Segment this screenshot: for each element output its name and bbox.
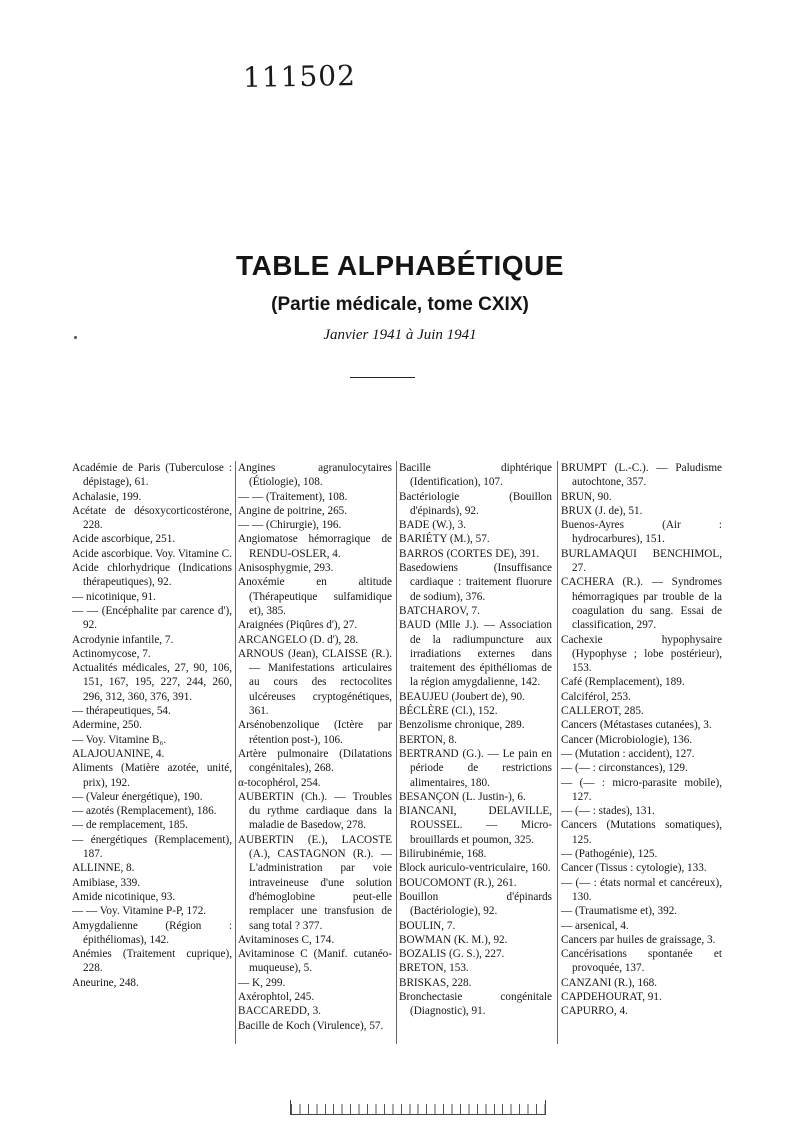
index-entry: BERTON, 8. bbox=[399, 733, 457, 746]
index-entry: — (Pathogénie), 125. bbox=[561, 848, 658, 861]
page-title: TABLE ALPHABÉTIQUE bbox=[236, 250, 564, 281]
column-divider bbox=[396, 461, 397, 1044]
index-entry: Araignées (Piqûres d'), 27. bbox=[238, 619, 358, 632]
index-entry: CAPURRO, 4. bbox=[561, 1005, 628, 1018]
index-entry: BRUN, 90. bbox=[561, 490, 612, 503]
index-entry: Académie de Paris (Tuberculose : dépistage), 61. bbox=[72, 462, 232, 489]
index-entry: Cancer (Microbiologie), 136. bbox=[561, 733, 693, 746]
index-entry: Bactériologie (Bouillon d'épinards), 92. bbox=[399, 490, 552, 517]
index-entry: CALLEROT, 285. bbox=[561, 705, 644, 718]
index-entry: BIANCANI, DELAVILLE, ROUSSEL. — Micro-brouillards et poumon, 325. bbox=[399, 805, 552, 846]
index-entry: Amygdalienne (Région : épithéliomas), 142. bbox=[72, 919, 232, 946]
index-entry: BRUMPT (L.-C.). — Paludisme autochtone, 357. bbox=[561, 462, 722, 489]
index-entry: BADE (W.), 3. bbox=[399, 519, 467, 532]
index-entry: — (Mutation : accident), 127. bbox=[561, 747, 695, 760]
page-subtitle: (Partie médicale, tome CXIX) bbox=[271, 294, 529, 315]
index-entry: Bacille diphtérique (Identification), 107. bbox=[399, 462, 552, 489]
index-entry: AUBERTIN (E.), LACOSTE (A.), CASTAGNON (R.). — L'administration par voie intraveineuse d'une solution d'hémoglobine peut-elle remplacer une transfusion de sang total ? 377. bbox=[238, 833, 392, 932]
index-entry: Calciférol, 253. bbox=[561, 690, 631, 703]
index-entry: Actualités médicales, 27, 90, 106, 151, 167, 195, 227, 244, 260, 296, 312, 360, 376, 391. bbox=[72, 662, 232, 703]
index-entry: ARCANGELO (D. d'), 28. bbox=[238, 633, 359, 646]
index-entry: Anoxémie en altitude (Thérapeutique sulfamidique et), 385. bbox=[238, 576, 392, 617]
index-entry: BRUX (J. de), 51. bbox=[561, 504, 643, 517]
index-entry: Angiomatose hémorragique de RENDU-OSLER, 4. bbox=[238, 533, 392, 560]
index-entry: CAPDEHOURAT, 91. bbox=[561, 990, 662, 1003]
index-entry: — énergétiques (Remplacement), 187. bbox=[72, 833, 232, 861]
index-entry: BARROS (CORTES DE), 391. bbox=[399, 547, 540, 560]
index-entry: Actinomycose, 7. bbox=[72, 647, 151, 660]
index-entry: Cachexie hypophysaire (Hypophyse ; lobe postérieur), 153. bbox=[561, 633, 722, 675]
index-entry: BAUD (Mlle J.). — Association de la radiumpuncture aux irradiations externes dans traitement des épithéliomas de la région amygdalienne, 142. bbox=[399, 619, 552, 689]
index-entry: Block auriculo-ventriculaire, 160. bbox=[399, 862, 551, 875]
index-entry: AUBERTIN (Ch.). — Troubles du rythme cardiaque dans la maladie de Basedow, 278. bbox=[238, 790, 392, 832]
index-entry: BATCHAROV, 7. bbox=[399, 604, 480, 617]
index-entry: Bilirubinémie, 168. bbox=[399, 848, 487, 861]
index-column-4 bbox=[561, 461, 722, 1046]
title-rule bbox=[350, 377, 415, 378]
index-entry: ALLINNE, 8. bbox=[72, 862, 135, 875]
index-entry: Aneurine, 248. bbox=[72, 976, 139, 989]
index-entry: BOUCOMONT (R.), 261. bbox=[399, 876, 517, 889]
index-entry: Cancers (Métastases cutanées), 3. bbox=[561, 719, 712, 732]
date-range: Janvier 1941 à Juin 1941 bbox=[323, 327, 477, 343]
index-entry: BURLAMAQUI BENCHIMOL, 27. bbox=[561, 547, 722, 575]
index-entry: — de remplacement, 185. bbox=[72, 819, 188, 832]
index-entry: — (— : micro-parasite mobile), 127. bbox=[561, 776, 722, 803]
index-entry: — nicotinique, 91. bbox=[72, 590, 156, 603]
index-entry: CACHERA (R.). — Syndromes hémorragiques par trouble de la coagulation du sang. Essai de classification, 297. bbox=[561, 576, 722, 632]
index-entry: — (— : états normal et cancéreux), 130. bbox=[561, 876, 722, 903]
index-entry: Cancers (Mutations somatiques), 125. bbox=[561, 819, 722, 846]
index-entry: BOZALIS (G. S.), 227. bbox=[399, 948, 505, 961]
index-entry: Acétate de désoxycorticostérone, 228. bbox=[72, 504, 232, 532]
index-entry: — thérapeutiques, 54. bbox=[72, 705, 171, 718]
index-entry: — azotés (Remplacement), 186. bbox=[72, 805, 217, 818]
index-entry: Angine de poitrine, 265. bbox=[238, 504, 348, 517]
index-entry: BRETON, 153. bbox=[399, 962, 469, 975]
index-entry: — (— : stades), 131. bbox=[561, 805, 655, 818]
index-entry: BEAUJEU (Joubert de), 90. bbox=[399, 690, 525, 703]
index-entry: ARNOUS (Jean), CLAISSE (R.). — Manifestations articulaires au cours des rectocolites ulcéreuses cryptogénétiques, 361. bbox=[238, 647, 392, 718]
index-entry: Artère pulmonaire (Dilatations congénitales), 268. bbox=[238, 747, 392, 775]
index-entry: Bacille de Koch (Virulence), 57. bbox=[238, 1019, 384, 1032]
index-entry: Aliments (Matière azotée, unité, prix), 192. bbox=[72, 762, 232, 789]
index-entry: — (— : circonstances), 129. bbox=[561, 762, 688, 775]
index-entry: Adermine, 250. bbox=[72, 719, 142, 732]
index-entry: Acide chlorhydrique (Indications thérapeutiques), 92. bbox=[72, 562, 232, 589]
index-entry: BÉCLÈRE (Cl.), 152. bbox=[399, 705, 498, 718]
index-entry: Acrodynie infantile, 7. bbox=[72, 633, 174, 646]
index-entry: — — (Chirurgie), 196. bbox=[238, 519, 342, 532]
index-entry: Avitaminoses C, 174. bbox=[238, 933, 335, 946]
index-entry: BACCAREDD, 3. bbox=[238, 1005, 321, 1018]
index-entry: — arsenical, 4. bbox=[561, 919, 629, 932]
index-entry: — — Voy. Vitamine P-P, 172. bbox=[72, 905, 207, 918]
index-entry: Benzolisme chronique, 289. bbox=[399, 719, 525, 732]
index-entry: Bouillon d'épinards (Bactériologie), 92. bbox=[399, 890, 552, 918]
index-entry: Bronchectasie congénitale (Diagnostic), 91. bbox=[399, 990, 552, 1018]
index-entry: Buenos-Ayres (Air : hydrocarbures), 151. bbox=[561, 519, 722, 546]
index-entry: BARIÉTY (M.), 57. bbox=[399, 533, 490, 546]
accession-number: 111502 bbox=[242, 59, 357, 94]
index-entry: — (Traumatisme et), 392. bbox=[561, 905, 678, 918]
column-divider bbox=[557, 461, 558, 1044]
index-entry: — — (Encéphalite par carence d'), 92. bbox=[72, 604, 232, 632]
index-entry: Axérophtol, 245. bbox=[238, 990, 315, 1003]
index-entry: BESANÇON (L. Justin-), 6. bbox=[399, 790, 526, 803]
index-column-2 bbox=[238, 461, 392, 1046]
index-entry: BRISKAS, 228. bbox=[399, 976, 472, 989]
index-entry: ALAJOUANINE, 4. bbox=[72, 747, 165, 760]
margin-dot bbox=[74, 336, 77, 339]
index-entry: Cancérisations spontanée et provoquée, 137. bbox=[561, 948, 722, 975]
index-entry: Angines agranulocytaires (Étiologie), 108. bbox=[238, 462, 392, 489]
index-entry: Anémies (Traitement cuprique), 228. bbox=[72, 948, 232, 975]
index-entry: Cancer (Tissus : cytologie), 133. bbox=[561, 862, 707, 875]
index-entry: Anisosphygmie, 293. bbox=[238, 562, 334, 575]
index-column-1 bbox=[72, 461, 232, 1046]
index-entry: Acide ascorbique. Voy. Vitamine C. bbox=[72, 547, 232, 560]
scan-ruler bbox=[290, 1100, 546, 1115]
index-entry: Amide nicotinique, 93. bbox=[72, 890, 176, 903]
index-entry: — K, 299. bbox=[238, 976, 286, 989]
index-entry: Avitaminose C (Manif. cutanéo-muqueuse), 5. bbox=[238, 948, 392, 975]
index-entry: BERTRAND (G.). — Le pain en période de restrictions alimentaires, 180. bbox=[399, 747, 552, 789]
index-entry: — (Valeur énergétique), 190. bbox=[72, 790, 203, 803]
index-entry: BOULIN, 7. bbox=[399, 919, 456, 932]
column-divider bbox=[235, 461, 236, 1044]
index-entry: Café (Remplacement), 189. bbox=[561, 676, 685, 689]
index-entry: α-tocophérol, 254. bbox=[238, 776, 321, 789]
index-entry: Cancers par huiles de graissage, 3. bbox=[561, 933, 716, 946]
index-entry: Acide ascorbique, 251. bbox=[72, 533, 176, 546]
index-entry: Amibiase, 339. bbox=[72, 876, 141, 889]
index-entry: — — (Traitement), 108. bbox=[238, 490, 348, 503]
index-entry: Basedowiens (Insuffisance cardiaque : traitement fluorure de sodium), 376. bbox=[399, 562, 552, 603]
index-entry: CANZANI (R.), 168. bbox=[561, 976, 658, 989]
index-entry: Achalasie, 199. bbox=[72, 490, 142, 503]
index-entry: Arsénobenzolique (Ictère par rétention post-), 106. bbox=[238, 719, 392, 746]
index-entry: — Voy. Vitamine B₆. bbox=[72, 733, 167, 746]
index-column-3 bbox=[399, 461, 552, 1046]
index-entry: BOWMAN (K. M.), 92. bbox=[399, 933, 508, 946]
